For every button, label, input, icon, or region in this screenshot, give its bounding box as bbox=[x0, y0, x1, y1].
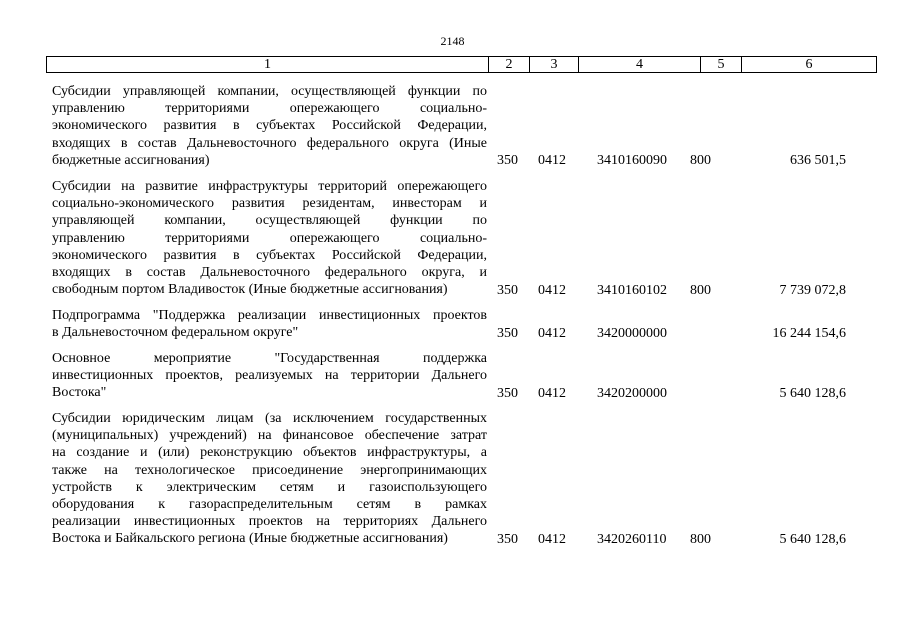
cell-col-2: 350 bbox=[497, 325, 518, 341]
row-description bbox=[52, 307, 487, 341]
description-line: также на технологическое присоединение энергопринимающих bbox=[52, 462, 487, 478]
description-line: входящих в состав Дальневосточного федерального округа, и bbox=[52, 265, 487, 281]
row-description bbox=[52, 350, 487, 402]
header-col-3: 3 bbox=[530, 57, 579, 73]
table-row bbox=[0, 410, 905, 548]
cell-col-2: 350 bbox=[497, 385, 518, 401]
table-header bbox=[46, 56, 877, 73]
row-description bbox=[52, 410, 487, 548]
header-col-2: 2 bbox=[489, 57, 530, 73]
cell-col-6: 5 640 128,6 bbox=[779, 385, 846, 401]
description-line: Субсидии юридическим лицам (за исключением государственных bbox=[52, 411, 487, 426]
header-col-4: 4 bbox=[579, 57, 701, 73]
description-line: экономического развития в субъектах Российской Федерации, bbox=[52, 247, 487, 263]
cell-col-6: 7 739 072,8 bbox=[779, 282, 846, 298]
cell-col-6: 636 501,5 bbox=[790, 152, 846, 168]
description-line: (муниципальных) учреждений) на финансовое обеспечение затрат bbox=[52, 428, 487, 444]
description-line: Подпрограмма "Поддержка реализации инвестиционных проектов bbox=[52, 308, 487, 323]
cell-col-3: 0412 bbox=[538, 282, 566, 298]
description-line: Востока и Байкальского региона (Иные бюджетные ассигнования) bbox=[52, 531, 448, 547]
description-line: экономического развития в субъектах Российской Федерации, bbox=[52, 118, 487, 134]
cell-col-2: 350 bbox=[497, 152, 518, 168]
description-line: в Дальневосточном федеральном округе" bbox=[52, 325, 299, 341]
description-line: Субсидии на развитие инфраструктуры территорий опережающего bbox=[52, 179, 487, 194]
cell-col-4: 3410160102 bbox=[597, 282, 667, 298]
cell-col-2: 350 bbox=[497, 531, 518, 547]
row-description bbox=[52, 178, 487, 298]
description-line: на создание и (или) реконструкцию объектов инфраструктуры, а bbox=[52, 445, 487, 461]
cell-col-6: 5 640 128,6 bbox=[779, 531, 846, 547]
description-line: бюджетные ассигнования) bbox=[52, 152, 210, 168]
cell-col-5: 800 bbox=[690, 531, 711, 547]
row-description bbox=[52, 83, 487, 169]
table-row bbox=[0, 307, 905, 342]
description-line: управляющей компании, осуществляющей функции по bbox=[52, 213, 487, 229]
description-line: управлению территориями опережающего социально- bbox=[52, 101, 487, 117]
cell-col-4: 3410160090 bbox=[597, 152, 667, 168]
cell-col-2: 350 bbox=[497, 282, 518, 298]
cell-col-4: 3420000000 bbox=[597, 325, 667, 341]
page-number: 2148 bbox=[440, 34, 465, 48]
description-line: свободным портом Владивосток (Иные бюджетные ассигнования) bbox=[52, 282, 448, 298]
header-col-6: 6 bbox=[742, 57, 877, 73]
cell-col-5: 800 bbox=[690, 282, 711, 298]
table-row bbox=[0, 350, 905, 402]
description-line: устройств к электрическим сетям и газоиспользующего bbox=[52, 479, 487, 495]
cell-col-3: 0412 bbox=[538, 385, 566, 401]
description-line: реализации инвестиционных проектов на территориях Дальнего bbox=[52, 514, 487, 530]
header-col-1: 1 bbox=[47, 57, 489, 73]
description-line: социально-экономического развития резидентам, инвесторам и bbox=[52, 196, 487, 212]
cell-col-3: 0412 bbox=[538, 325, 566, 341]
header-col-5: 5 bbox=[701, 57, 742, 73]
description-line: оборудования к газораспределительным сетям в рамках bbox=[52, 497, 487, 513]
cell-col-3: 0412 bbox=[538, 152, 566, 168]
cell-col-6: 16 244 154,6 bbox=[772, 325, 846, 341]
cell-col-4: 3420200000 bbox=[597, 385, 667, 401]
description-line: управлению территориями опережающего социально- bbox=[52, 230, 487, 246]
description-line: Субсидии управляющей компании, осуществляющей функции по bbox=[52, 84, 487, 99]
table-row bbox=[0, 83, 905, 169]
description-line: входящих в состав Дальневосточного федерального округа (Иные bbox=[52, 135, 487, 151]
description-line: инвестиционных проектов, реализуемых на территории Дальнего bbox=[52, 368, 487, 384]
description-line: Основное мероприятие "Государственная поддержка bbox=[52, 351, 487, 366]
cell-col-3: 0412 bbox=[538, 531, 566, 547]
table-row bbox=[0, 178, 905, 299]
cell-col-5: 800 bbox=[690, 152, 711, 168]
description-line: Востока" bbox=[52, 385, 107, 401]
cell-col-4: 3420260110 bbox=[597, 531, 667, 547]
